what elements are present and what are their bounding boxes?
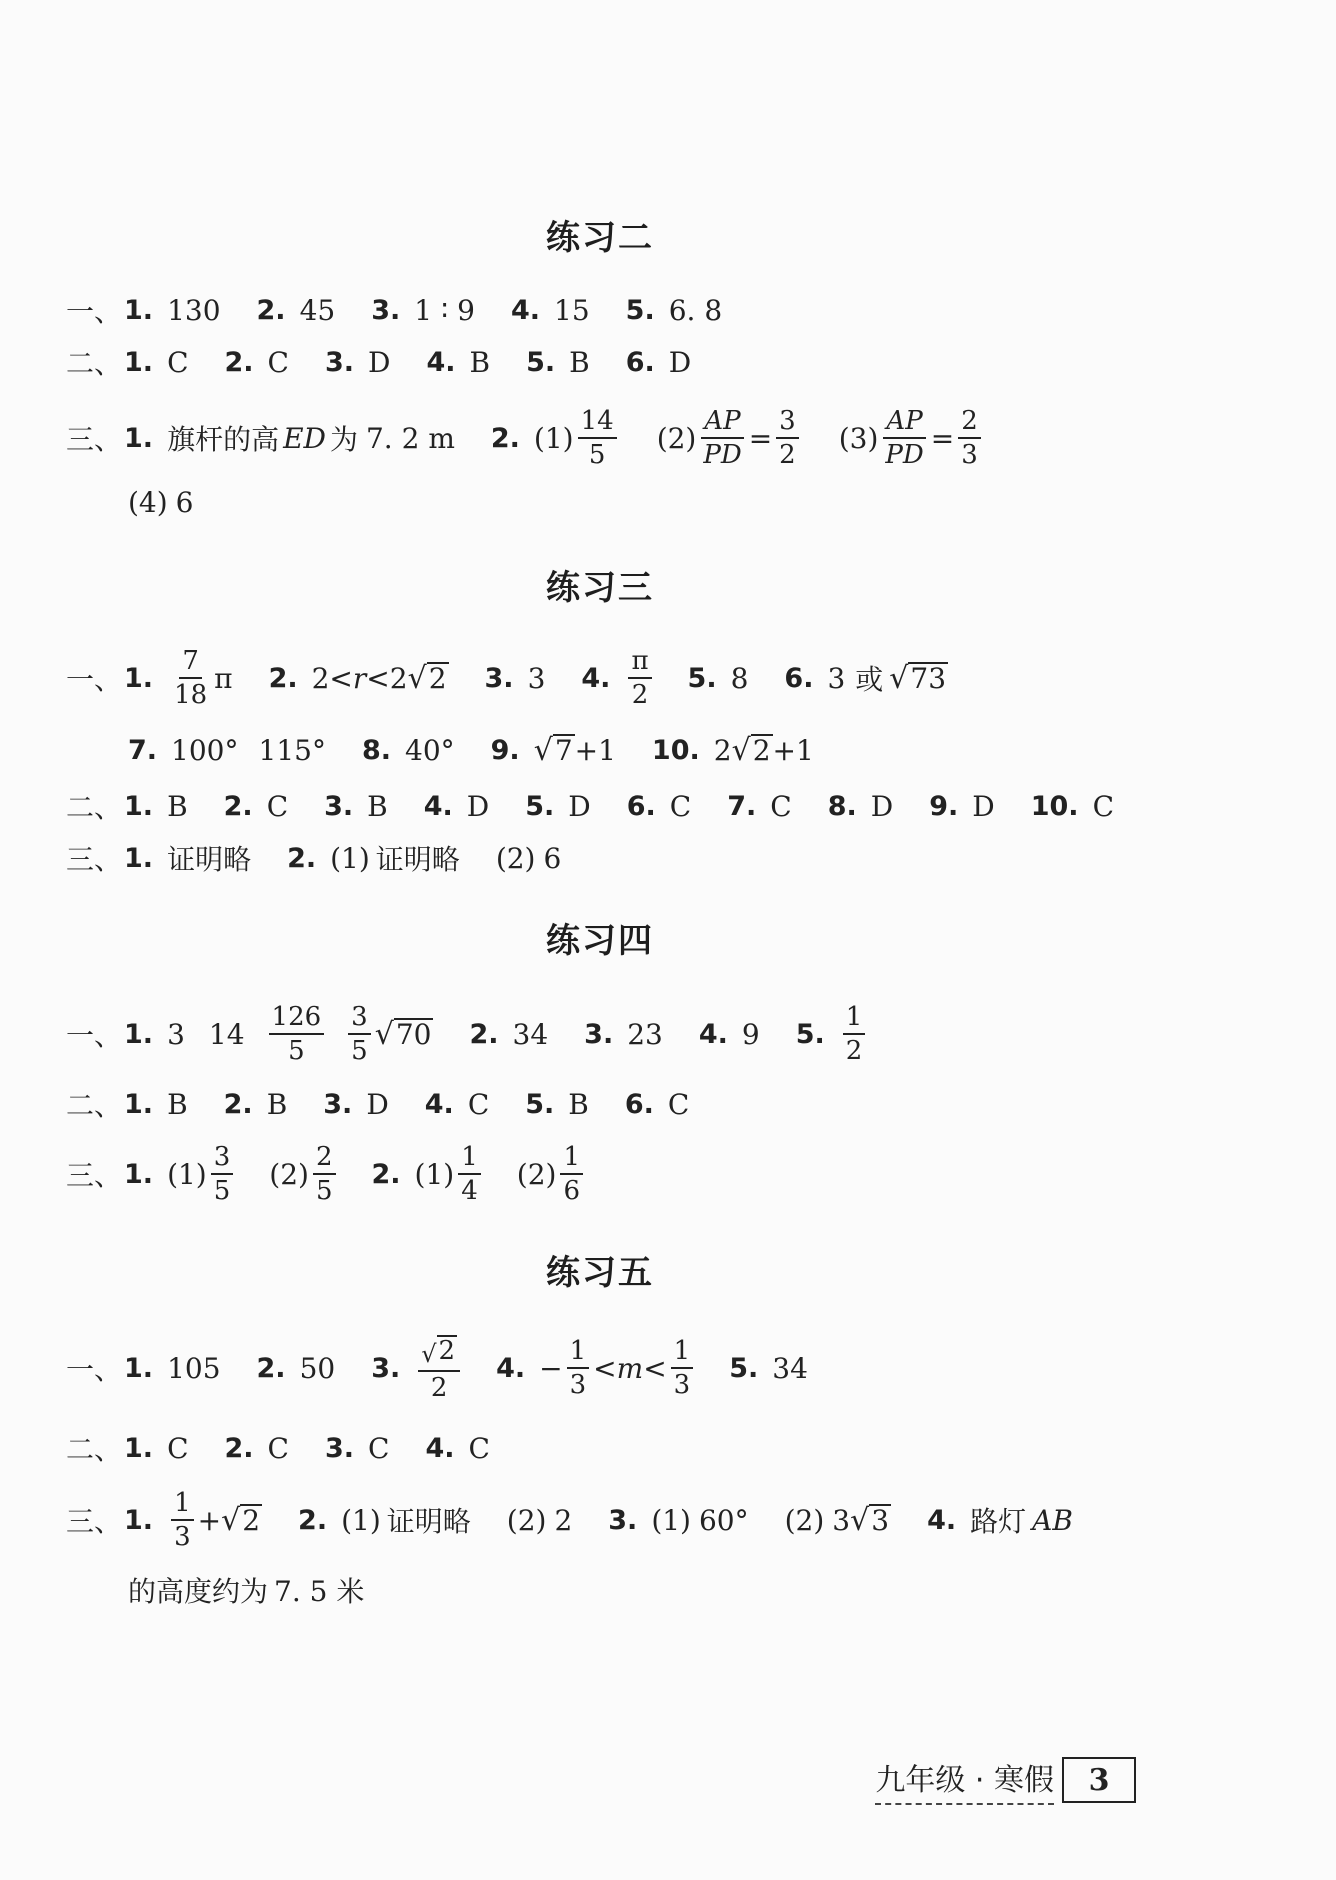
item-number: 2. xyxy=(223,790,253,822)
sub-label: (1) xyxy=(414,1157,455,1191)
item-number: 9. xyxy=(490,734,520,766)
item-answer: 34 xyxy=(512,1017,549,1051)
item-number: 3. xyxy=(324,346,355,378)
sub-label: (1) xyxy=(651,1503,691,1537)
fraction xyxy=(313,1144,336,1204)
denominator: 2 xyxy=(430,1372,448,1403)
item-number: 2. xyxy=(298,1504,328,1536)
answer-variable: r xyxy=(352,661,367,695)
fraction xyxy=(458,1144,481,1204)
item-answer: B xyxy=(367,789,388,823)
denominator: 5 xyxy=(213,1176,231,1206)
item-number: 2. xyxy=(490,422,520,454)
item-number: 1. xyxy=(124,346,154,378)
answer-text: 的高度约为 xyxy=(128,1575,269,1608)
item-answer: C xyxy=(468,1431,490,1465)
ex3-part2 xyxy=(66,776,1150,836)
part-label: 三、 xyxy=(66,843,123,876)
item-answer: C xyxy=(467,1087,490,1121)
answer-value: 2 xyxy=(554,1503,573,1537)
item-answer: D xyxy=(366,1087,389,1121)
item-number: 2. xyxy=(224,346,254,378)
item-answer: C xyxy=(770,789,792,823)
item-answer: 40° xyxy=(405,733,455,767)
ex4-part2 xyxy=(66,1074,725,1134)
numerator: 2 xyxy=(958,408,981,439)
item-answer: C xyxy=(267,1431,289,1465)
sub-label: (2) xyxy=(506,1503,547,1537)
denominator: 5 xyxy=(588,440,606,470)
item-number: 3. xyxy=(584,1018,614,1050)
part-label: 二、 xyxy=(66,791,123,824)
part-label: 一、 xyxy=(66,1353,123,1386)
item-answer: B xyxy=(568,1087,589,1121)
numerator: 2 xyxy=(313,1144,336,1175)
item-number: 10. xyxy=(1030,790,1079,822)
denominator: 6 xyxy=(563,1176,580,1206)
item-number: 1. xyxy=(124,1158,154,1190)
square-root: √ 70 xyxy=(374,1017,432,1053)
item-answer: D xyxy=(870,789,894,823)
part-label: 三、 xyxy=(66,423,123,456)
denominator: 18 xyxy=(174,680,208,710)
part-label: 一、 xyxy=(66,663,123,696)
answer-value: 60° xyxy=(698,1503,749,1537)
answer-value: 7. 5 米 xyxy=(274,1575,365,1608)
item-answer: D xyxy=(972,789,995,823)
numerator: 3 xyxy=(348,1004,371,1035)
ex3-part1-cont xyxy=(128,720,814,780)
item-number: 4. xyxy=(423,790,453,822)
fraction xyxy=(628,648,651,708)
fraction xyxy=(882,408,926,468)
item-answer: B xyxy=(266,1087,288,1121)
numerator: AP xyxy=(883,408,925,439)
sub-label: (2) xyxy=(784,1503,825,1537)
fraction xyxy=(843,1004,866,1064)
item-number: 3. xyxy=(608,1504,638,1536)
answer-value: 3 xyxy=(167,1017,185,1051)
part-label: 三、 xyxy=(66,1505,123,1538)
item-answer: C xyxy=(1092,789,1114,823)
radicand: 2 xyxy=(242,1503,261,1537)
item-answer: B xyxy=(167,1087,188,1121)
numerator: 14 xyxy=(578,408,617,439)
item-answer: B xyxy=(469,345,491,379)
numerator: AP xyxy=(701,408,743,439)
item-number: 8. xyxy=(827,790,857,822)
item-number: 3. xyxy=(323,1088,353,1120)
denominator: 3 xyxy=(673,1370,691,1400)
item-answer: C xyxy=(266,789,289,823)
radicand: 2 xyxy=(752,733,771,767)
item-answer: C xyxy=(368,1431,390,1465)
item-answer: 8 xyxy=(730,661,749,695)
less-than-sign: < xyxy=(593,1351,617,1385)
item-answer: 23 xyxy=(627,1017,663,1051)
sub-label: (4) xyxy=(128,485,168,519)
item-number: 4. xyxy=(581,662,611,694)
item-number: 4. xyxy=(698,1018,728,1050)
item-number: 2. xyxy=(224,1432,254,1464)
answer-text: 证明略 xyxy=(375,843,460,876)
numerator xyxy=(418,1335,460,1372)
sub-label: (3) xyxy=(838,421,879,455)
square-root: √ 2 xyxy=(731,733,771,769)
item-answer: 1 ∶ 9 xyxy=(414,293,475,327)
radicand: 7 xyxy=(554,733,573,767)
answer-value: 100° xyxy=(171,733,239,767)
answer-variable: ED xyxy=(283,421,326,455)
item-answer: B xyxy=(167,789,188,823)
equals-sign: = xyxy=(748,421,773,455)
item-number: 2. xyxy=(256,1352,286,1384)
item-answer: 9 xyxy=(741,1017,760,1051)
item-number: 3. xyxy=(371,294,401,326)
item-number: 1. xyxy=(124,790,154,822)
part-label: 一、 xyxy=(66,1019,123,1052)
grade-label: 九年级 · 寒假 xyxy=(875,1755,1054,1805)
item-number: 4. xyxy=(425,1432,455,1464)
denominator: 5 xyxy=(288,1036,305,1066)
denominator: 3 xyxy=(569,1370,587,1400)
ex5-part1 xyxy=(66,1332,844,1404)
sub-label: (2) xyxy=(656,421,697,455)
denominator: 2 xyxy=(631,680,649,710)
ex2-part2 xyxy=(66,332,727,392)
minus-sign: − xyxy=(539,1351,563,1385)
item-number: 4. xyxy=(927,1504,957,1536)
item-number: 2. xyxy=(287,842,317,874)
denominator: 5 xyxy=(315,1176,333,1206)
part-label: 二、 xyxy=(66,1433,123,1466)
equals-sign: = xyxy=(930,421,955,455)
radicand: 3 xyxy=(871,1503,890,1537)
item-answer: C xyxy=(669,789,692,823)
answer-value: <2 xyxy=(366,661,408,695)
fraction xyxy=(211,1144,234,1204)
part-label: 三、 xyxy=(66,1159,123,1192)
answer-value: +1 xyxy=(574,733,616,767)
square-root: √ 2 xyxy=(421,1336,456,1368)
answer-text: 或 xyxy=(855,663,884,696)
item-answer: D xyxy=(668,345,692,379)
pi-symbol: π xyxy=(214,661,233,695)
item-number: 5. xyxy=(525,790,555,822)
fraction xyxy=(269,1004,325,1064)
section-title-ex3: 练习三 xyxy=(546,568,654,608)
denominator: 3 xyxy=(961,440,978,470)
item-number: 1. xyxy=(124,662,154,694)
part-label: 二、 xyxy=(66,347,123,380)
denominator: 2 xyxy=(779,440,796,470)
denominator: 4 xyxy=(461,1176,478,1206)
item-number: 6. xyxy=(626,790,656,822)
answer-value: 3 xyxy=(832,1503,851,1537)
item-number: 5. xyxy=(687,662,717,694)
ex5-part3-cont xyxy=(128,1560,364,1620)
ex4-part3 xyxy=(66,1138,587,1210)
square-root: √ 2 xyxy=(221,1503,261,1539)
answer-value: 6 xyxy=(543,841,562,875)
numerator: 1 xyxy=(171,1490,194,1521)
item-number: 6. xyxy=(784,662,814,694)
item-number: 1. xyxy=(124,422,154,454)
item-answer: 50 xyxy=(299,1351,336,1385)
item-number: 2. xyxy=(268,662,298,694)
item-number: 1. xyxy=(124,1352,154,1384)
answer-value: 2< xyxy=(311,661,353,695)
numerator: 126 xyxy=(269,1004,325,1035)
item-number: 3. xyxy=(324,1432,355,1464)
ex5-part2 xyxy=(66,1418,526,1478)
item-number: 3. xyxy=(324,790,354,822)
answer-value: 2 xyxy=(713,733,732,767)
answer-text: 旗杆的高 xyxy=(167,423,280,456)
denominator: 2 xyxy=(845,1036,863,1066)
item-number: 4. xyxy=(510,294,541,326)
item-number: 2. xyxy=(469,1018,499,1050)
answer-value: 7. 2 m xyxy=(365,421,455,455)
numerator: 3 xyxy=(776,408,799,439)
page-number: 3 xyxy=(1062,1757,1136,1803)
item-number: 5. xyxy=(729,1352,759,1384)
sub-label: (2) xyxy=(495,841,536,875)
item-answer: D xyxy=(568,789,591,823)
answer-text: 证明略 xyxy=(167,843,252,876)
answer-value: 115° xyxy=(258,733,326,767)
item-number: 7. xyxy=(128,734,158,766)
answer-text: 路灯 xyxy=(970,1505,1027,1538)
page-footer xyxy=(875,1755,1136,1805)
numerator: 1 xyxy=(671,1338,694,1369)
sub-label: (1) xyxy=(533,421,574,455)
radicand: 70 xyxy=(395,1017,432,1051)
item-number: 3. xyxy=(484,662,514,694)
denominator: PD xyxy=(703,440,742,470)
fraction xyxy=(776,408,799,468)
square-root: √ 3 xyxy=(850,1503,890,1539)
item-answer: 130 xyxy=(167,293,221,327)
item-number: 8. xyxy=(361,734,391,766)
radicand: 2 xyxy=(438,1336,456,1367)
ex2-part3-cont xyxy=(128,472,194,532)
ex4-part1 xyxy=(66,998,869,1070)
numerator: 1 xyxy=(843,1004,866,1035)
fraction xyxy=(171,648,210,708)
item-number: 1. xyxy=(124,1432,154,1464)
item-answer: D xyxy=(368,345,391,379)
answer-value: 3 xyxy=(827,661,846,695)
item-number: 5. xyxy=(525,1088,555,1120)
item-answer: B xyxy=(569,345,590,379)
fraction xyxy=(958,408,981,468)
answer-value: 6 xyxy=(175,485,194,519)
ex3-part1 xyxy=(66,642,948,714)
numerator: π xyxy=(628,648,651,679)
item-answer: 105 xyxy=(167,1351,221,1385)
numerator: 3 xyxy=(211,1144,234,1175)
item-number: 1. xyxy=(124,1088,154,1120)
item-number: 6. xyxy=(624,1088,654,1120)
item-answer: C xyxy=(167,1431,189,1465)
denominator: PD xyxy=(885,440,924,470)
item-number: 6. xyxy=(625,346,655,378)
item-number: 5. xyxy=(795,1018,825,1050)
sub-label: (2) xyxy=(269,1157,309,1191)
answer-value: +1 xyxy=(772,733,814,767)
item-number: 1. xyxy=(124,842,154,874)
fraction xyxy=(171,1490,194,1550)
numerator: 7 xyxy=(179,648,202,679)
ex3-part3 xyxy=(66,828,561,888)
square-root: √ 73 xyxy=(889,661,947,697)
item-number: 4. xyxy=(426,346,456,378)
fraction xyxy=(700,408,744,468)
radicand: 2 xyxy=(428,661,447,695)
item-answer: 15 xyxy=(554,293,590,327)
item-answer: D xyxy=(466,789,490,823)
part-label: 一、 xyxy=(66,295,123,328)
item-answer: C xyxy=(267,345,289,379)
fraction xyxy=(567,1338,590,1398)
numerator: 1 xyxy=(458,1144,481,1175)
ex2-part3 xyxy=(66,402,985,474)
item-number: 4. xyxy=(496,1352,526,1384)
item-answer: C xyxy=(667,1087,690,1121)
item-number: 1. xyxy=(124,1018,154,1050)
item-number: 1. xyxy=(124,1504,154,1536)
section-title-ex5: 练习五 xyxy=(546,1253,654,1293)
item-number: 5. xyxy=(526,346,556,378)
fraction xyxy=(560,1144,583,1204)
item-answer: C xyxy=(167,345,189,379)
fraction xyxy=(348,1004,371,1064)
answer-text: 证明略 xyxy=(386,1505,471,1538)
item-number: 7. xyxy=(727,790,757,822)
item-number: 9. xyxy=(929,790,959,822)
numerator: 1 xyxy=(567,1338,590,1369)
item-answer: 34 xyxy=(772,1351,808,1385)
item-number: 1. xyxy=(124,294,154,326)
item-answer: 3 xyxy=(527,661,546,695)
answer-variable: AB xyxy=(1032,1503,1073,1537)
item-answer: 6. 8 xyxy=(668,293,723,327)
sub-label: (1) xyxy=(341,1503,381,1537)
sub-label: (1) xyxy=(167,1157,207,1191)
section-title-ex2: 练习二 xyxy=(546,218,654,258)
part-label: 二、 xyxy=(66,1089,123,1122)
radicand: 73 xyxy=(910,661,947,695)
less-than-sign: < xyxy=(643,1351,667,1385)
answer-value: 14 xyxy=(208,1017,245,1051)
item-number: 3. xyxy=(371,1352,401,1384)
denominator: 3 xyxy=(174,1522,191,1552)
section-title-ex4: 练习四 xyxy=(546,921,654,961)
sub-label: (2) xyxy=(516,1157,557,1191)
sub-label: (1) xyxy=(330,841,370,875)
square-root: √ 2 xyxy=(407,661,447,697)
fraction xyxy=(418,1335,460,1401)
numerator: 1 xyxy=(560,1144,583,1175)
item-number: 2. xyxy=(223,1088,253,1120)
item-number: 4. xyxy=(424,1088,454,1120)
fraction xyxy=(578,408,617,468)
ex5-part3 xyxy=(66,1484,1073,1556)
denominator: 5 xyxy=(351,1036,368,1066)
answer-variable: m xyxy=(616,1351,644,1385)
ex2-part1 xyxy=(66,280,758,340)
fraction xyxy=(671,1338,694,1398)
item-number: 10. xyxy=(651,734,700,766)
answer-text: 为 xyxy=(329,423,358,456)
item-number: 2. xyxy=(371,1158,401,1190)
item-answer: 45 xyxy=(299,293,336,327)
plus-sign: + xyxy=(197,1503,222,1537)
item-number: 5. xyxy=(625,294,655,326)
item-number: 2. xyxy=(256,294,286,326)
square-root: √ 7 xyxy=(533,733,573,769)
